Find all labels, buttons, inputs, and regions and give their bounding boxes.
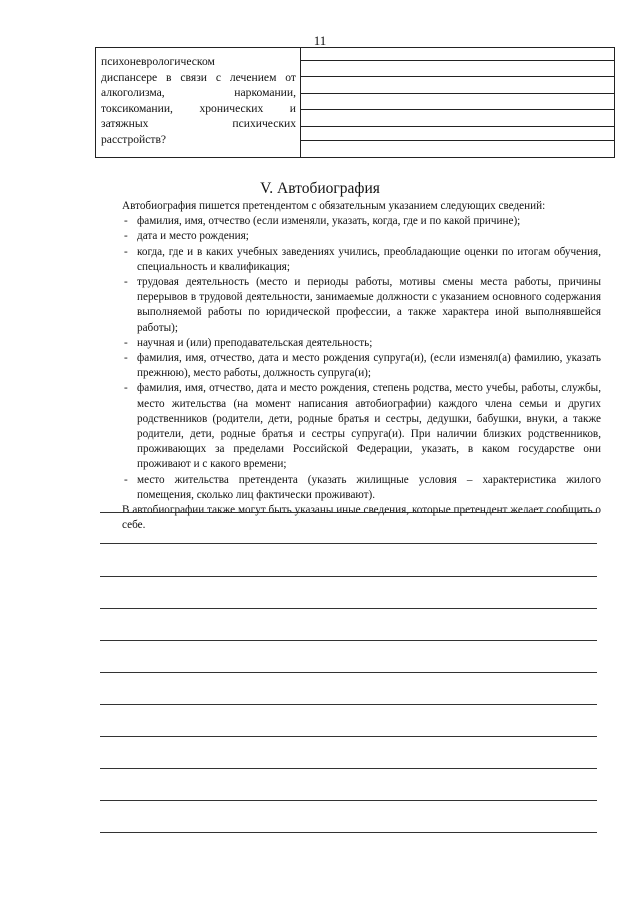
list-item — [107, 229, 601, 244]
writing-line[interactable] — [100, 576, 597, 577]
writing-line[interactable] — [100, 736, 597, 737]
list-item — [107, 351, 601, 381]
answer-line[interactable] — [301, 109, 614, 110]
list-item-text: дата и место рождения; — [137, 230, 249, 243]
bullet-dash: - — [124, 245, 128, 258]
question-table — [95, 47, 615, 158]
page-number: 11 — [313, 33, 327, 48]
list-item-text: трудовая деятельность (место и периоды работы, мотивы смены места работы, причины перерывов в трудовой деятельности, занимаемые должности с указанием основного содержания выполняемой работы по юридической профессии, а также характера иной выполнявшейся работы); — [137, 276, 601, 334]
writing-line[interactable] — [100, 832, 597, 833]
answer-line[interactable] — [301, 60, 614, 61]
answer-line[interactable] — [301, 93, 614, 94]
list-item — [107, 336, 601, 351]
instructions — [107, 199, 601, 533]
list-item-text: научная и (или) преподавательская деятельность; — [137, 336, 373, 349]
question-line: диспансере в связи с лечением от — [101, 70, 296, 84]
bullet-dash: - — [124, 382, 128, 395]
list-item — [107, 473, 601, 503]
list-item — [107, 381, 601, 472]
question-line: токсикомании, хронических и — [101, 101, 296, 115]
bullet-dash: - — [124, 473, 128, 486]
list-item-text: фамилия, имя, отчество (если изменяли, указать, когда, где и по какой причине); — [137, 215, 521, 228]
question-cell — [96, 48, 301, 157]
question-line: затяжных психических — [101, 117, 296, 131]
writing-line[interactable] — [100, 768, 597, 769]
list-item-text: место жительства претендента (указать жилищные условия – характеристика жилого помещения, сколько лиц фактически проживают). — [137, 473, 601, 501]
writing-line[interactable] — [100, 543, 597, 544]
writing-line[interactable] — [100, 672, 597, 673]
bullet-dash: - — [124, 215, 128, 228]
list-item-text: фамилия, имя, отчество, дата и место рождения, степень родства, место учебы, работы, службы, место жительства (на момент написания автобиографии) каждого члена семьи и других родственников (родители, дети, родные братья и сестры, дедушки, бабушки, внуки, а также родители, дети, родные братья и сестры супруга(и). При наличии близких родственников, проживающих за пределами Российской Федерации, указать, в каком государстве они проживают и с какого времени; — [137, 382, 601, 471]
writing-line[interactable] — [100, 512, 597, 513]
intro-paragraph: Автобиография пишется претендентом с обязательным указанием следующих сведений: — [122, 200, 546, 212]
list-item — [107, 214, 601, 229]
list-item — [107, 275, 601, 336]
bullet-dash: - — [124, 336, 128, 349]
writing-line[interactable] — [100, 608, 597, 609]
answer-line[interactable] — [301, 140, 614, 141]
writing-line[interactable] — [100, 800, 597, 801]
answer-line[interactable] — [301, 76, 614, 77]
bullet-dash: - — [124, 230, 128, 243]
answer-line[interactable] — [301, 126, 614, 127]
bullet-dash: - — [124, 276, 128, 289]
writing-line[interactable] — [100, 640, 597, 641]
question-line: расстройств? — [101, 132, 167, 146]
outro-paragraph: В автобиографии также могут быть указаны иные сведения, которые претендент желает сообщить о себе. — [122, 504, 601, 532]
list-item — [107, 245, 601, 275]
list-item-text: фамилия, имя, отчество, дата и место рождения супруга(и), (если изменял(а) фамилию, указать прежнюю), место работы, должность супруга(и); — [137, 352, 601, 380]
bullet-dash: - — [124, 352, 128, 365]
question-line: алкоголизма, наркомании, — [101, 86, 296, 100]
section-title: V. Автобиография — [260, 180, 380, 197]
writing-line[interactable] — [100, 704, 597, 705]
list-item-text: когда, где и в каких учебных заведениях учились, преобладающие оценки по итогам обучения, специальность и квалификация; — [137, 245, 601, 273]
question-line: психоневрологическом — [101, 55, 215, 68]
